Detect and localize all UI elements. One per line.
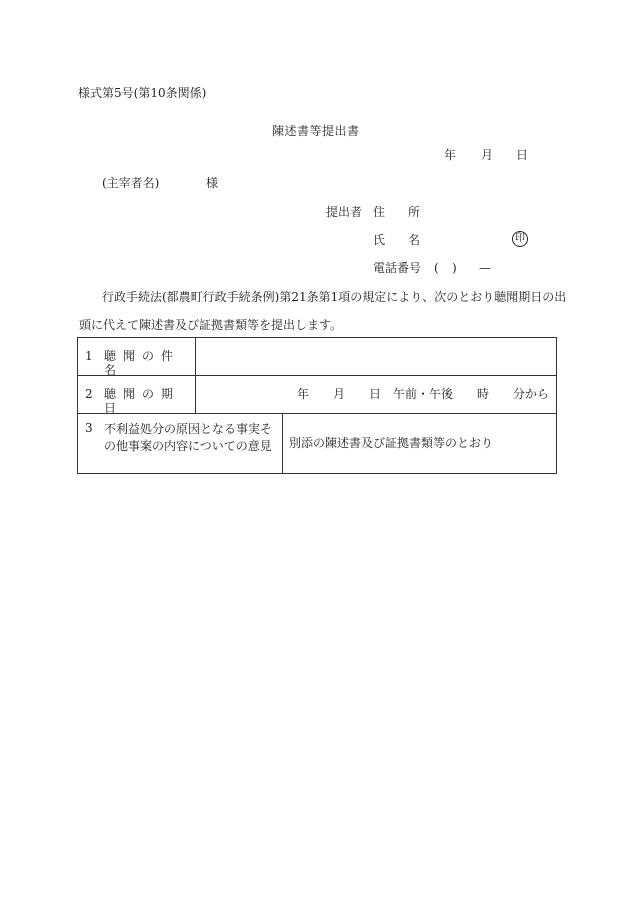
name-label-2: 名 — [408, 233, 421, 247]
document-title: 陳述書等提出書 — [272, 124, 360, 138]
seal-icon: 印 — [512, 231, 528, 247]
hearing-date-field[interactable]: 年 月 日 午前・午後 時 分から — [296, 387, 549, 401]
date-year-label: 年 — [444, 148, 457, 162]
row-number: 1 — [85, 349, 93, 363]
address-label-2: 所 — [408, 205, 421, 219]
addressee-label: (主宰者名) — [102, 176, 160, 190]
body-text-line-1: 行政手続法(都農町行政手続条例)第21条第1項の規定により、次のとおり聴聞期日の出 — [102, 290, 567, 304]
body-text-line-2: 頭に代えて陳述書及び証拠書類等を提出します。 — [79, 318, 343, 332]
phone-label: 電話番号 — [373, 261, 422, 275]
date-day-label: 日 — [516, 148, 529, 162]
phone-area-open-paren: ( — [434, 261, 439, 275]
date-month-label: 月 — [481, 148, 494, 162]
hearing-table — [77, 337, 557, 474]
submitter-label: 提出者 — [326, 205, 363, 219]
row-number: 2 — [85, 387, 93, 401]
addressee-honorific: 様 — [206, 176, 219, 190]
table-row-opinion — [78, 414, 556, 474]
name-label-1: 氏 — [373, 233, 386, 247]
row-number: 3 — [85, 421, 93, 435]
row-label-opinion — [104, 421, 272, 455]
table-label-cell — [78, 414, 283, 473]
row-label-opinion-line-2: の他事案の内容についての意見 — [104, 439, 272, 453]
table-label-cell — [78, 338, 196, 375]
opinion-field[interactable]: 別添の陳述書及び証拠書類等のとおり — [289, 436, 494, 450]
row-label-hearing-date: 聴聞の期日 — [104, 387, 181, 415]
table-row-hearing-date — [78, 376, 556, 414]
row-label-hearing-subject: 聴聞の件名 — [104, 349, 181, 377]
phone-dash: — — [479, 261, 491, 275]
table-label-cell — [78, 376, 196, 413]
address-label-1: 住 — [373, 205, 386, 219]
row-label-opinion-line-1: 不利益処分の原因となる事実そ — [104, 422, 273, 436]
phone-area-close-paren: ) — [452, 261, 457, 275]
table-row-hearing-subject — [78, 338, 556, 376]
form-number: 様式第5号(第10条関係) — [78, 86, 207, 100]
